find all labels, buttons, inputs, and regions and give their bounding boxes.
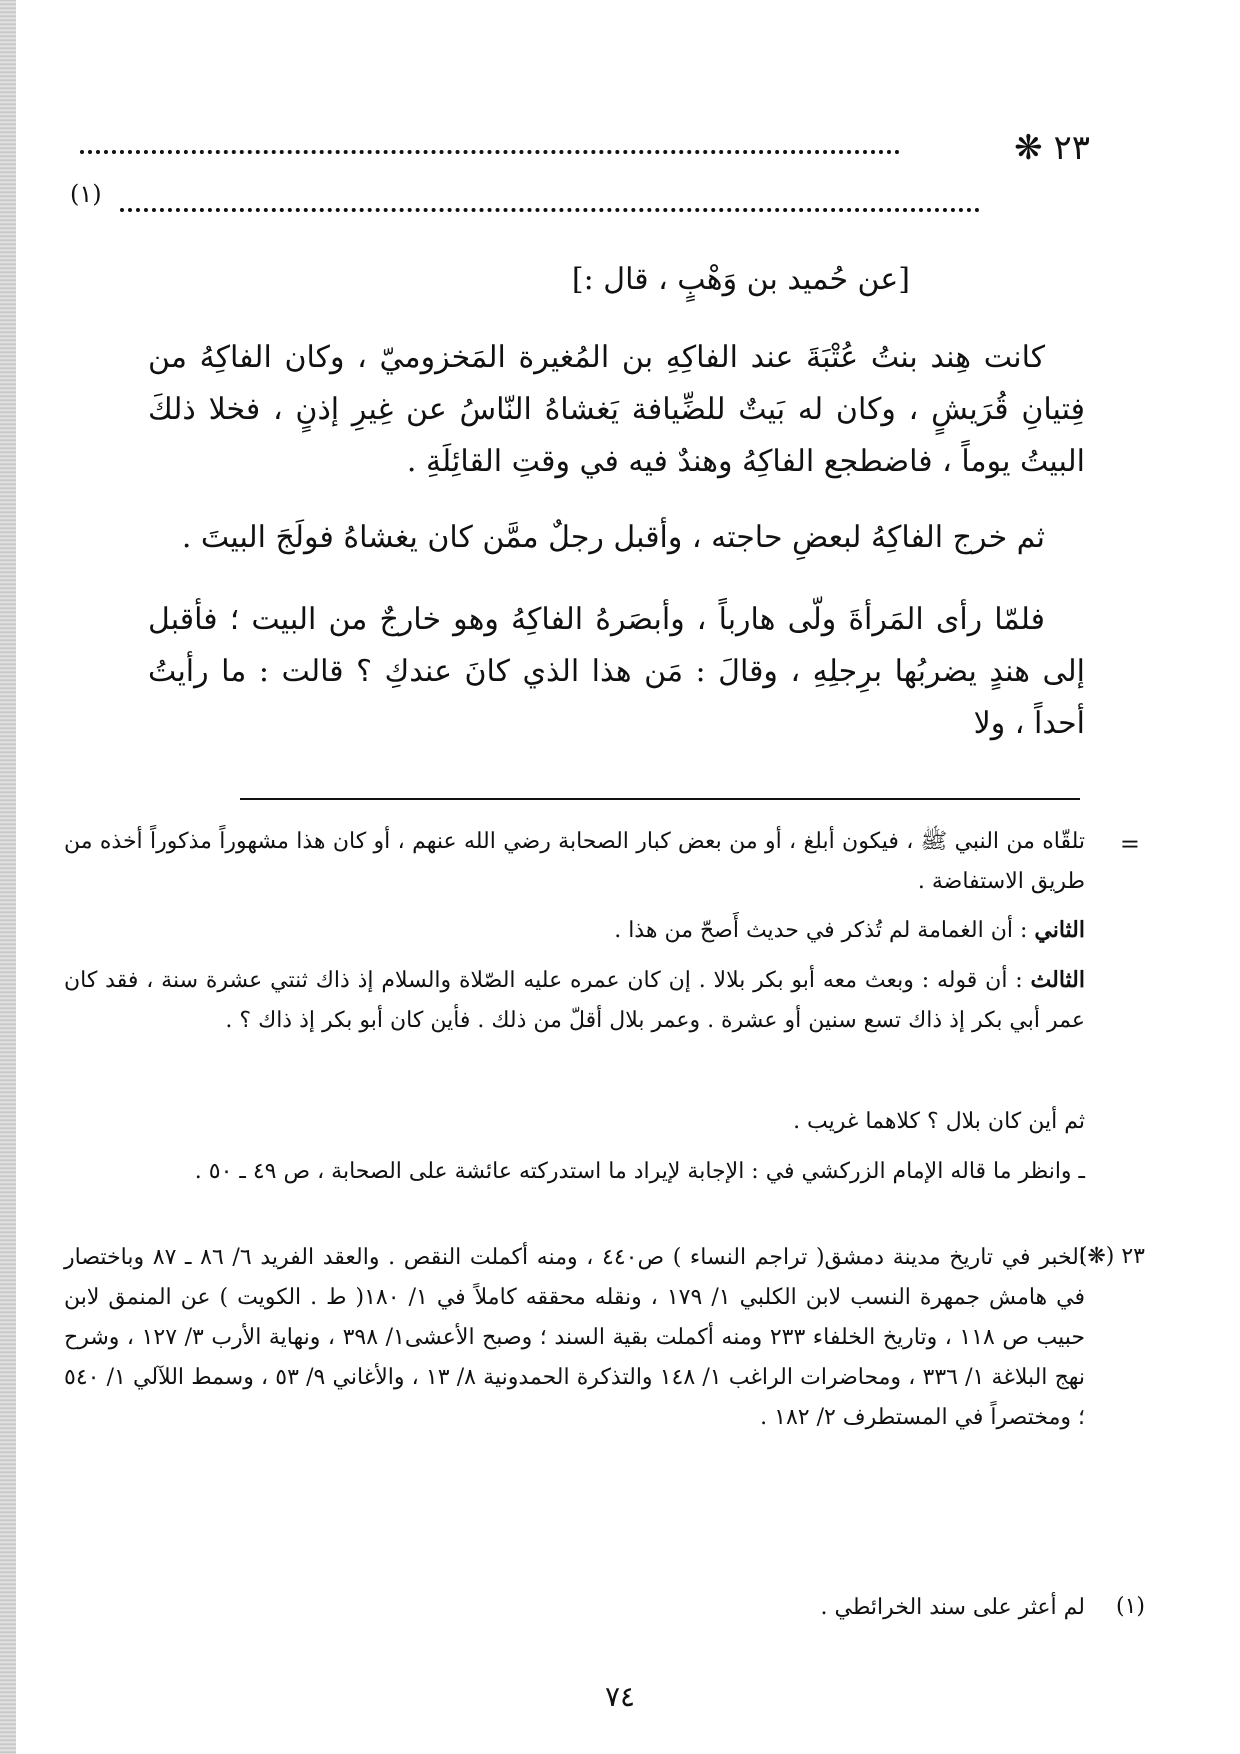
note-1-label: (١) bbox=[1115, 1594, 1145, 1619]
second-label: الثاني bbox=[1034, 917, 1085, 943]
second-text: : أن الغمامة لم تُذكر في حديث أَصحّ من هذا . bbox=[614, 918, 1035, 943]
note-23-text: الخبر في تاريخ مدينة دمشق( تراجم النساء ) ص٤٤٠ ، ومنه أكملت النقص . والعقد الفريد ٦/ ٨٦ ـ ٨٧ وباختصار في هامش جمهرة النسب لابن الكلبي ١/ ١٧٩ ، ونقله محققه كاملاً في ١/ ١٨٠( ط . الكويت ) عن المنمق لابن حبيب ص ١١٨ ، وتاريخ الخلفاء ٢٣٣ ومنه أكملت بقية السند ؛ وصبح الأعشى١/ ٣٩٨ ، ونهاية الأرب ٣/ ١٢٧ ، وشرح نهج البلاغة ١/ ٣٣٦ ، ومحاضرات الراغب ١/ ١٤٨ والتذكرة الحمدونية ٨/ ١٣ ، والأغاني ٩/ ٥٣ ، وسمط اللآلي ١/ ٥٤٠ ؛ ومختصراً في المستطرف ٢/ ١٨٢ . bbox=[64, 1245, 1086, 1430]
section-number: ٢٣ ❋ bbox=[1014, 128, 1090, 168]
dotted-line-1 bbox=[80, 150, 900, 154]
footnote-zarkashi: ـ وانظر ما قاله الإمام الزركشي في : الإجابة لإيراد ما استدركته عائشة على الصحابة ، ص ٤٩ ـ ٥٠ . bbox=[194, 1159, 1085, 1184]
third-label: الثالث bbox=[1030, 967, 1085, 993]
footnote-bilal: ثم أين كان بلال ؟ كلاهما غريب . bbox=[793, 1109, 1085, 1134]
page-number: ٧٤ bbox=[604, 1680, 636, 1713]
paragraph-3: فلمّا رأى المَرأةَ ولّى هارباً ، وأبصَرهُ الفاكِهُ وهو خارجٌ من البيت ؛ فأقبل إلى هندٍ يضربُها برِجلِهِ ، وقالَ : مَن هذا الذي كانَ عندكِ ؟ قالت : ما رأيتُ أحداً ، ولا bbox=[148, 602, 1085, 741]
dotted-line-2 bbox=[120, 208, 980, 212]
continuation-mark: = bbox=[1119, 830, 1140, 858]
footnote-third bbox=[64, 960, 1085, 1041]
isnad-footnote-marker: (١) bbox=[70, 180, 102, 208]
paragraph-1: كانت هِند بنتُ عُتْبَةَ عند الفاكِهِ بن المُغيرة المَخزوميّ ، وكان الفاكِهُ من فِتيانِ قُرَيشٍ ، وكان له بَيتٌ للضِّيافة يَغشاهُ النّاسُ عن غِيرِ إذنٍ ، فخلا ذلكَ البيتُ يوماً ، فاضطجع الفاكِهُ وهندٌ فيه في وقتِ القائِلَةِ . bbox=[148, 340, 1085, 479]
isnad-line: [عن حُميد بن وَهْبٍ ، قال :] bbox=[571, 262, 910, 297]
third-text: : أن قوله : وبعث معه أبو بكر بلالا . إن كان عمره عليه الصّلاة والسلام إذ ذاك ثنتي عشرة سنة ، فقد كان عمر أبي بكر إذ ذاك تسع سنين أو عشرة . وعمر بلال أقلّ من ذلك . فأين كان أبو بكر إذ ذاك ؟ . bbox=[64, 968, 1085, 1033]
footnote-second bbox=[64, 910, 1085, 951]
note-1-text: لم أعثر على سند الخرائطي . bbox=[820, 1595, 1085, 1620]
footnote-continuation: تلقّاه من النبي ﷺ ، فيكون أبلغ ، أو من بعض كبار الصحابة رضي الله عنهم ، أو كان هذا مشهوراً مذكوراً أخذه من طريق الاستفاضة . bbox=[64, 829, 1085, 894]
footnote-separator bbox=[240, 798, 1080, 800]
note-23-label: ٢٣ (❋) bbox=[1078, 1244, 1145, 1269]
paragraph-2: ثم خرج الفاكِهُ لبعضِ حاجته ، وأقبل رجلٌ ممَّن كان يغشاهُ فولَجَ البيتَ . bbox=[181, 520, 1045, 555]
